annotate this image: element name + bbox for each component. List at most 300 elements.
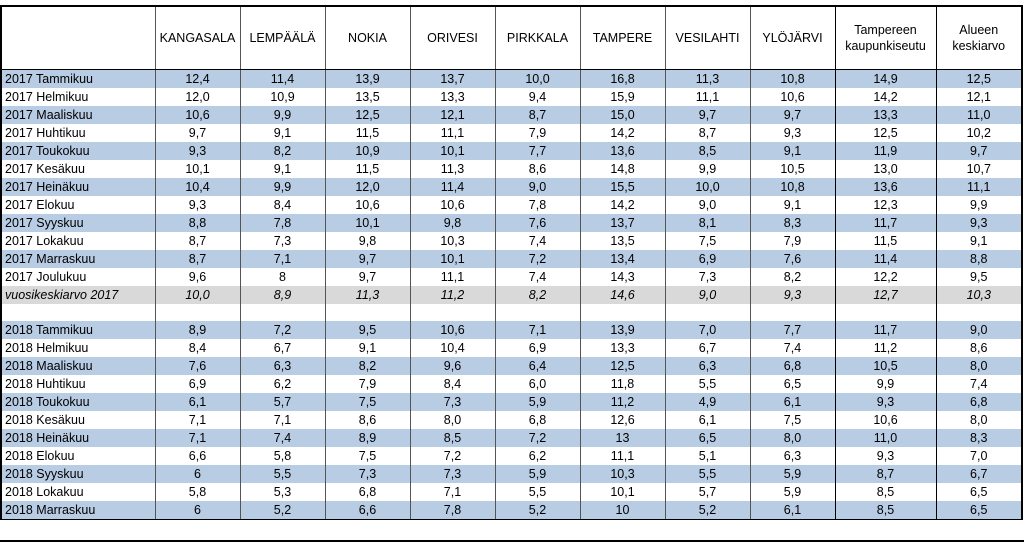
table-cell: 8,5 bbox=[665, 142, 750, 160]
table-cell: 10,1 bbox=[325, 214, 410, 232]
table-row bbox=[1, 357, 1022, 375]
table-cell: 7,5 bbox=[325, 393, 410, 411]
table-cell: 10,2 bbox=[936, 124, 1022, 142]
table-cell: 8,7 bbox=[665, 124, 750, 142]
table-cell: 10,6 bbox=[750, 88, 835, 106]
table-cell: 11,3 bbox=[665, 70, 750, 89]
table-cell: 13,3 bbox=[835, 106, 936, 124]
table-cell: 11,7 bbox=[835, 214, 936, 232]
table-row bbox=[1, 375, 1022, 393]
table-cell: 7,8 bbox=[495, 196, 580, 214]
table-cell: 8,0 bbox=[750, 429, 835, 447]
table-cell: 9,1 bbox=[240, 124, 325, 142]
table-cell: 7,4 bbox=[495, 268, 580, 286]
table-cell: 7,2 bbox=[495, 429, 580, 447]
table-cell: 12,6 bbox=[580, 411, 665, 429]
table-row bbox=[1, 393, 1022, 411]
table-cell: 12,5 bbox=[835, 124, 936, 142]
table-cell: 10,0 bbox=[155, 286, 240, 304]
table-row bbox=[1, 196, 1022, 214]
table-row bbox=[1, 214, 1022, 232]
table-cell: 6,8 bbox=[495, 411, 580, 429]
table-cell: 12,4 bbox=[155, 70, 240, 89]
row-label: 2018 Syyskuu bbox=[1, 465, 155, 483]
table-row bbox=[1, 178, 1022, 196]
table-cell: 8,5 bbox=[410, 429, 495, 447]
header-cell: YLÖJÄRVI bbox=[750, 6, 835, 70]
empty-cell bbox=[240, 304, 325, 321]
header-row bbox=[1, 6, 1022, 70]
table-cell: 9,3 bbox=[936, 214, 1022, 232]
table-cell: 10,5 bbox=[835, 357, 936, 375]
table-cell: 7,3 bbox=[410, 465, 495, 483]
table-cell: 10,1 bbox=[580, 483, 665, 501]
table-cell: 6,2 bbox=[240, 375, 325, 393]
table-cell: 10,8 bbox=[750, 70, 835, 89]
table-cell: 11,2 bbox=[410, 286, 495, 304]
empty-cell bbox=[580, 304, 665, 321]
empty-cell bbox=[325, 304, 410, 321]
header-cell: NOKIA bbox=[325, 6, 410, 70]
table-cell: 5,2 bbox=[240, 501, 325, 520]
table-cell: 7,4 bbox=[240, 429, 325, 447]
table-cell: 9,3 bbox=[155, 196, 240, 214]
table-row bbox=[1, 483, 1022, 501]
table-cell: 6,3 bbox=[240, 357, 325, 375]
table-cell: 7,1 bbox=[240, 411, 325, 429]
table-cell: 6,3 bbox=[665, 357, 750, 375]
table-cell: 7,5 bbox=[325, 447, 410, 465]
row-label: 2017 Maaliskuu bbox=[1, 106, 155, 124]
header-cell: Tampereen kaupunkiseutu bbox=[835, 6, 936, 70]
table-cell: 7,0 bbox=[936, 447, 1022, 465]
table-cell: 10,3 bbox=[580, 465, 665, 483]
table-cell: 9,7 bbox=[155, 124, 240, 142]
table-cell: 9,1 bbox=[936, 232, 1022, 250]
table-cell: 5,9 bbox=[495, 393, 580, 411]
empty-cell bbox=[410, 304, 495, 321]
table-cell: 11,4 bbox=[835, 250, 936, 268]
table-cell: 5,9 bbox=[495, 465, 580, 483]
table-cell: 9,0 bbox=[936, 321, 1022, 339]
table-cell: 5,3 bbox=[240, 483, 325, 501]
row-label: 2017 Tammikuu bbox=[1, 70, 155, 89]
table-cell: 9,4 bbox=[495, 88, 580, 106]
table-cell: 10,8 bbox=[750, 178, 835, 196]
table-cell: 8,7 bbox=[155, 250, 240, 268]
table-cell: 8,2 bbox=[495, 286, 580, 304]
table-cell: 6 bbox=[155, 501, 240, 520]
empty-cell bbox=[750, 304, 835, 321]
table-cell: 9,3 bbox=[750, 286, 835, 304]
table-cell: 13 bbox=[580, 429, 665, 447]
table-cell: 6,9 bbox=[665, 250, 750, 268]
table-cell: 12,3 bbox=[835, 196, 936, 214]
row-label: 2018 Tammikuu bbox=[1, 321, 155, 339]
table-cell: 13,6 bbox=[580, 142, 665, 160]
table-cell: 13,3 bbox=[580, 339, 665, 357]
table-row bbox=[1, 142, 1022, 160]
table-cell: 5,9 bbox=[750, 483, 835, 501]
row-label: 2017 Elokuu bbox=[1, 196, 155, 214]
table-cell: 6 bbox=[155, 465, 240, 483]
table-cell: 8,6 bbox=[936, 339, 1022, 357]
table-cell: 6,5 bbox=[665, 429, 750, 447]
table-cell: 8,1 bbox=[665, 214, 750, 232]
table-cell: 5,8 bbox=[240, 447, 325, 465]
table-cell: 13,3 bbox=[410, 88, 495, 106]
empty-cell bbox=[495, 304, 580, 321]
table-cell: 7,8 bbox=[410, 501, 495, 520]
table-cell: 15,5 bbox=[580, 178, 665, 196]
table-cell: 5,5 bbox=[665, 375, 750, 393]
table-cell: 14,3 bbox=[580, 268, 665, 286]
table-cell: 13,0 bbox=[835, 160, 936, 178]
table-cell: 6,6 bbox=[155, 447, 240, 465]
row-label: 2017 Syyskuu bbox=[1, 214, 155, 232]
table-cell: 9,3 bbox=[835, 393, 936, 411]
table-cell: 9,7 bbox=[665, 106, 750, 124]
table-cell: 11,4 bbox=[410, 178, 495, 196]
table-cell: 9,7 bbox=[750, 106, 835, 124]
table-cell: 8,7 bbox=[495, 106, 580, 124]
table-cell: 11,5 bbox=[835, 232, 936, 250]
table-cell: 11,1 bbox=[580, 447, 665, 465]
table-cell: 14,2 bbox=[835, 88, 936, 106]
table-cell: 6,1 bbox=[750, 393, 835, 411]
table-row bbox=[1, 88, 1022, 106]
table-cell: 14,2 bbox=[580, 196, 665, 214]
table-cell: 11,0 bbox=[835, 429, 936, 447]
table-cell: 8,9 bbox=[325, 429, 410, 447]
table-cell: 6,1 bbox=[750, 501, 835, 520]
table-cell: 6,1 bbox=[155, 393, 240, 411]
table-cell: 10 bbox=[580, 501, 665, 520]
table-row bbox=[1, 124, 1022, 142]
row-label: 2018 Heinäkuu bbox=[1, 429, 155, 447]
table-cell: 9,0 bbox=[495, 178, 580, 196]
table-cell: 5,2 bbox=[495, 501, 580, 520]
row-label: 2018 Marraskuu bbox=[1, 501, 155, 520]
table-cell: 9,5 bbox=[325, 321, 410, 339]
table-cell: 5,7 bbox=[240, 393, 325, 411]
table-cell: 5,2 bbox=[665, 501, 750, 520]
table-cell: 11,5 bbox=[325, 124, 410, 142]
table-cell: 7,6 bbox=[495, 214, 580, 232]
table-cell: 8,7 bbox=[835, 465, 936, 483]
table-cell: 10,7 bbox=[936, 160, 1022, 178]
table-cell: 10,6 bbox=[155, 106, 240, 124]
header-cell: VESILAHTI bbox=[665, 6, 750, 70]
table-cell: 10,5 bbox=[750, 160, 835, 178]
table-cell: 9,3 bbox=[750, 124, 835, 142]
unemployment-table bbox=[0, 5, 1023, 520]
table-cell: 7,8 bbox=[240, 214, 325, 232]
table-cell: 6,8 bbox=[750, 357, 835, 375]
table-cell: 8,0 bbox=[936, 357, 1022, 375]
table-cell: 8,2 bbox=[325, 357, 410, 375]
table-cell: 7,1 bbox=[495, 321, 580, 339]
table-cell: 10,4 bbox=[155, 178, 240, 196]
table-cell: 12,0 bbox=[155, 88, 240, 106]
table-cell: 5,5 bbox=[495, 483, 580, 501]
table-cell: 8,3 bbox=[936, 429, 1022, 447]
table-cell: 8,0 bbox=[410, 411, 495, 429]
row-label: 2018 Huhtikuu bbox=[1, 375, 155, 393]
table-row bbox=[1, 321, 1022, 339]
table-row bbox=[1, 106, 1022, 124]
table-cell: 8,2 bbox=[750, 268, 835, 286]
table-cell: 10,0 bbox=[665, 178, 750, 196]
table-cell: 8,2 bbox=[240, 142, 325, 160]
row-label: 2018 Elokuu bbox=[1, 447, 155, 465]
table-cell: 13,4 bbox=[580, 250, 665, 268]
table-row bbox=[1, 447, 1022, 465]
table-cell: 13,5 bbox=[580, 232, 665, 250]
table-cell: 12,7 bbox=[835, 286, 936, 304]
table-row bbox=[1, 411, 1022, 429]
row-label: 2017 Marraskuu bbox=[1, 250, 155, 268]
table-cell: 14,9 bbox=[835, 70, 936, 89]
table-cell: 6,7 bbox=[665, 339, 750, 357]
header-cell: KANGASALA bbox=[155, 6, 240, 70]
table-cell: 8,5 bbox=[835, 501, 936, 520]
table-cell: 11,7 bbox=[835, 321, 936, 339]
table-cell: 11,1 bbox=[665, 88, 750, 106]
table-cell: 10,0 bbox=[495, 70, 580, 89]
table-cell: 11,1 bbox=[410, 268, 495, 286]
table-cell: 8,8 bbox=[936, 250, 1022, 268]
table-cell: 12,1 bbox=[936, 88, 1022, 106]
row-label: 2017 Huhtikuu bbox=[1, 124, 155, 142]
table-cell: 11,9 bbox=[835, 142, 936, 160]
table-cell: 9,7 bbox=[325, 268, 410, 286]
table-cell: 8,4 bbox=[240, 196, 325, 214]
table-cell: 7,3 bbox=[325, 465, 410, 483]
table-cell: 6,0 bbox=[495, 375, 580, 393]
table-cell: 9,6 bbox=[155, 268, 240, 286]
table-cell: 6,7 bbox=[936, 465, 1022, 483]
table-cell: 9,8 bbox=[410, 214, 495, 232]
table-cell: 11,1 bbox=[936, 178, 1022, 196]
empty-cell bbox=[936, 304, 1022, 321]
table-cell: 10,6 bbox=[325, 196, 410, 214]
table-cell: 16,8 bbox=[580, 70, 665, 89]
table-cell: 9,1 bbox=[750, 142, 835, 160]
table-cell: 14,2 bbox=[580, 124, 665, 142]
table-cell: 7,6 bbox=[155, 357, 240, 375]
table-cell: 11,1 bbox=[410, 124, 495, 142]
table-cell: 15,0 bbox=[580, 106, 665, 124]
table-cell: 7,7 bbox=[495, 142, 580, 160]
table-cell: 8,3 bbox=[750, 214, 835, 232]
table-cell: 7,5 bbox=[665, 232, 750, 250]
table-cell: 7,1 bbox=[410, 483, 495, 501]
table-cell: 8,9 bbox=[240, 286, 325, 304]
table-cell: 6,5 bbox=[936, 501, 1022, 520]
row-label: 2017 Helmikuu bbox=[1, 88, 155, 106]
table-cell: 10,3 bbox=[410, 232, 495, 250]
table-cell: 6,9 bbox=[495, 339, 580, 357]
table-row bbox=[1, 465, 1022, 483]
table-cell: 11,2 bbox=[835, 339, 936, 357]
table-cell: 7,1 bbox=[155, 429, 240, 447]
table-cell: 6,4 bbox=[495, 357, 580, 375]
table-cell: 7,9 bbox=[495, 124, 580, 142]
table-cell: 10,1 bbox=[410, 250, 495, 268]
table-cell: 6,3 bbox=[750, 447, 835, 465]
table-cell: 9,9 bbox=[665, 160, 750, 178]
table-cell: 9,7 bbox=[936, 142, 1022, 160]
table-cell: 10,6 bbox=[410, 321, 495, 339]
table-cell: 13,5 bbox=[325, 88, 410, 106]
table-cell: 9,3 bbox=[835, 447, 936, 465]
table-cell: 7,9 bbox=[325, 375, 410, 393]
row-label: 2017 Lokakuu bbox=[1, 232, 155, 250]
table-cell: 8,0 bbox=[936, 411, 1022, 429]
table-cell: 10,6 bbox=[410, 196, 495, 214]
table-cell: 10,1 bbox=[155, 160, 240, 178]
table-cell: 7,5 bbox=[750, 411, 835, 429]
table-cell: 9,1 bbox=[750, 196, 835, 214]
table-cell: 7,3 bbox=[410, 393, 495, 411]
table-cell: 7,3 bbox=[665, 268, 750, 286]
table-cell: 8,6 bbox=[495, 160, 580, 178]
table-cell: 10,3 bbox=[936, 286, 1022, 304]
table-cell: 9,0 bbox=[665, 286, 750, 304]
table-cell: 6,9 bbox=[155, 375, 240, 393]
table-cell: 11,0 bbox=[936, 106, 1022, 124]
empty-cell bbox=[1, 304, 155, 321]
table-row bbox=[1, 501, 1022, 520]
table-cell: 9,5 bbox=[936, 268, 1022, 286]
table-cell: 8,8 bbox=[155, 214, 240, 232]
table-cell: 8,5 bbox=[835, 483, 936, 501]
table-cell: 12,5 bbox=[580, 357, 665, 375]
table-cell: 7,4 bbox=[750, 339, 835, 357]
table-cell: 13,7 bbox=[580, 214, 665, 232]
table-cell: 9,6 bbox=[410, 357, 495, 375]
table-cell: 7,2 bbox=[410, 447, 495, 465]
row-label: 2018 Lokakuu bbox=[1, 483, 155, 501]
table-cell: 8 bbox=[240, 268, 325, 286]
table-cell: 9,0 bbox=[665, 196, 750, 214]
table-cell: 10,4 bbox=[410, 339, 495, 357]
table-cell: 11,3 bbox=[410, 160, 495, 178]
header-cell: PIRKKALA bbox=[495, 6, 580, 70]
empty-cell bbox=[665, 304, 750, 321]
table-cell: 5,1 bbox=[665, 447, 750, 465]
table-cell: 12,5 bbox=[936, 70, 1022, 89]
table-cell: 12,0 bbox=[325, 178, 410, 196]
row-label: 2017 Joulukuu bbox=[1, 268, 155, 286]
empty-cell bbox=[835, 304, 936, 321]
row-label: 2017 Toukokuu bbox=[1, 142, 155, 160]
table-cell: 13,9 bbox=[325, 70, 410, 89]
table-cell: 13,9 bbox=[580, 321, 665, 339]
table-cell: 9,9 bbox=[240, 106, 325, 124]
header-cell: TAMPERE bbox=[580, 6, 665, 70]
table-cell: 5,8 bbox=[155, 483, 240, 501]
table-cell: 5,7 bbox=[665, 483, 750, 501]
table-cell: 4,9 bbox=[665, 393, 750, 411]
table-cell: 6,6 bbox=[325, 501, 410, 520]
table-cell: 6,5 bbox=[750, 375, 835, 393]
table-cell: 7,1 bbox=[155, 411, 240, 429]
table-cell: 15,9 bbox=[580, 88, 665, 106]
table-cell: 6,8 bbox=[936, 393, 1022, 411]
row-label: 2018 Helmikuu bbox=[1, 339, 155, 357]
table-cell: 11,4 bbox=[240, 70, 325, 89]
table-cell: 5,5 bbox=[240, 465, 325, 483]
header-cell: Alueen keskiarvo bbox=[936, 6, 1022, 70]
table-row bbox=[1, 232, 1022, 250]
table-cell: 9,1 bbox=[325, 339, 410, 357]
empty-cell bbox=[155, 304, 240, 321]
table-cell: 6,8 bbox=[325, 483, 410, 501]
table-cell: 8,4 bbox=[410, 375, 495, 393]
table-cell: 7,3 bbox=[240, 232, 325, 250]
table-cell: 10,1 bbox=[410, 142, 495, 160]
table-cell: 7,6 bbox=[750, 250, 835, 268]
table-cell: 11,2 bbox=[580, 393, 665, 411]
table-cell: 7,0 bbox=[665, 321, 750, 339]
table-cell: 11,5 bbox=[325, 160, 410, 178]
row-label: 2017 Heinäkuu bbox=[1, 178, 155, 196]
table-cell: 13,6 bbox=[835, 178, 936, 196]
table-cell: 12,1 bbox=[410, 106, 495, 124]
row-label: 2018 Toukokuu bbox=[1, 393, 155, 411]
table-cell: 11,8 bbox=[580, 375, 665, 393]
table-cell: 13,7 bbox=[410, 70, 495, 89]
row-label: 2018 Maaliskuu bbox=[1, 357, 155, 375]
table-cell: 14,6 bbox=[580, 286, 665, 304]
table-cell: 8,9 bbox=[155, 321, 240, 339]
table-cell: 5,9 bbox=[750, 465, 835, 483]
table-cell: 8,6 bbox=[325, 411, 410, 429]
table-cell: 10,9 bbox=[240, 88, 325, 106]
table-cell: 8,7 bbox=[155, 232, 240, 250]
table-cell: 6,2 bbox=[495, 447, 580, 465]
table-cell: 8,4 bbox=[155, 339, 240, 357]
table-row bbox=[1, 286, 1022, 304]
table-cell: 9,9 bbox=[835, 375, 936, 393]
table-row bbox=[1, 339, 1022, 357]
table-cell: 7,9 bbox=[750, 232, 835, 250]
table-cell: 9,9 bbox=[936, 196, 1022, 214]
table-cell: 6,5 bbox=[936, 483, 1022, 501]
header-cell: ORIVESI bbox=[410, 6, 495, 70]
table-cell: 12,2 bbox=[835, 268, 936, 286]
row-label: 2018 Kesäkuu bbox=[1, 411, 155, 429]
table-cell: 6,7 bbox=[240, 339, 325, 357]
table-cell: 5,5 bbox=[665, 465, 750, 483]
row-label: vuosikeskiarvo 2017 bbox=[1, 286, 155, 304]
table-cell: 10,9 bbox=[325, 142, 410, 160]
table-cell: 7,4 bbox=[936, 375, 1022, 393]
table-cell: 7,7 bbox=[750, 321, 835, 339]
header-cell bbox=[1, 6, 155, 70]
table-cell: 6,1 bbox=[665, 411, 750, 429]
table-cell: 9,3 bbox=[155, 142, 240, 160]
table-row bbox=[1, 70, 1022, 89]
table-cell: 11,3 bbox=[325, 286, 410, 304]
table-cell: 9,9 bbox=[240, 178, 325, 196]
table-cell: 10,6 bbox=[835, 411, 936, 429]
row-label: 2017 Kesäkuu bbox=[1, 160, 155, 178]
table-cell: 7,1 bbox=[240, 250, 325, 268]
spacer-row bbox=[1, 304, 1022, 321]
